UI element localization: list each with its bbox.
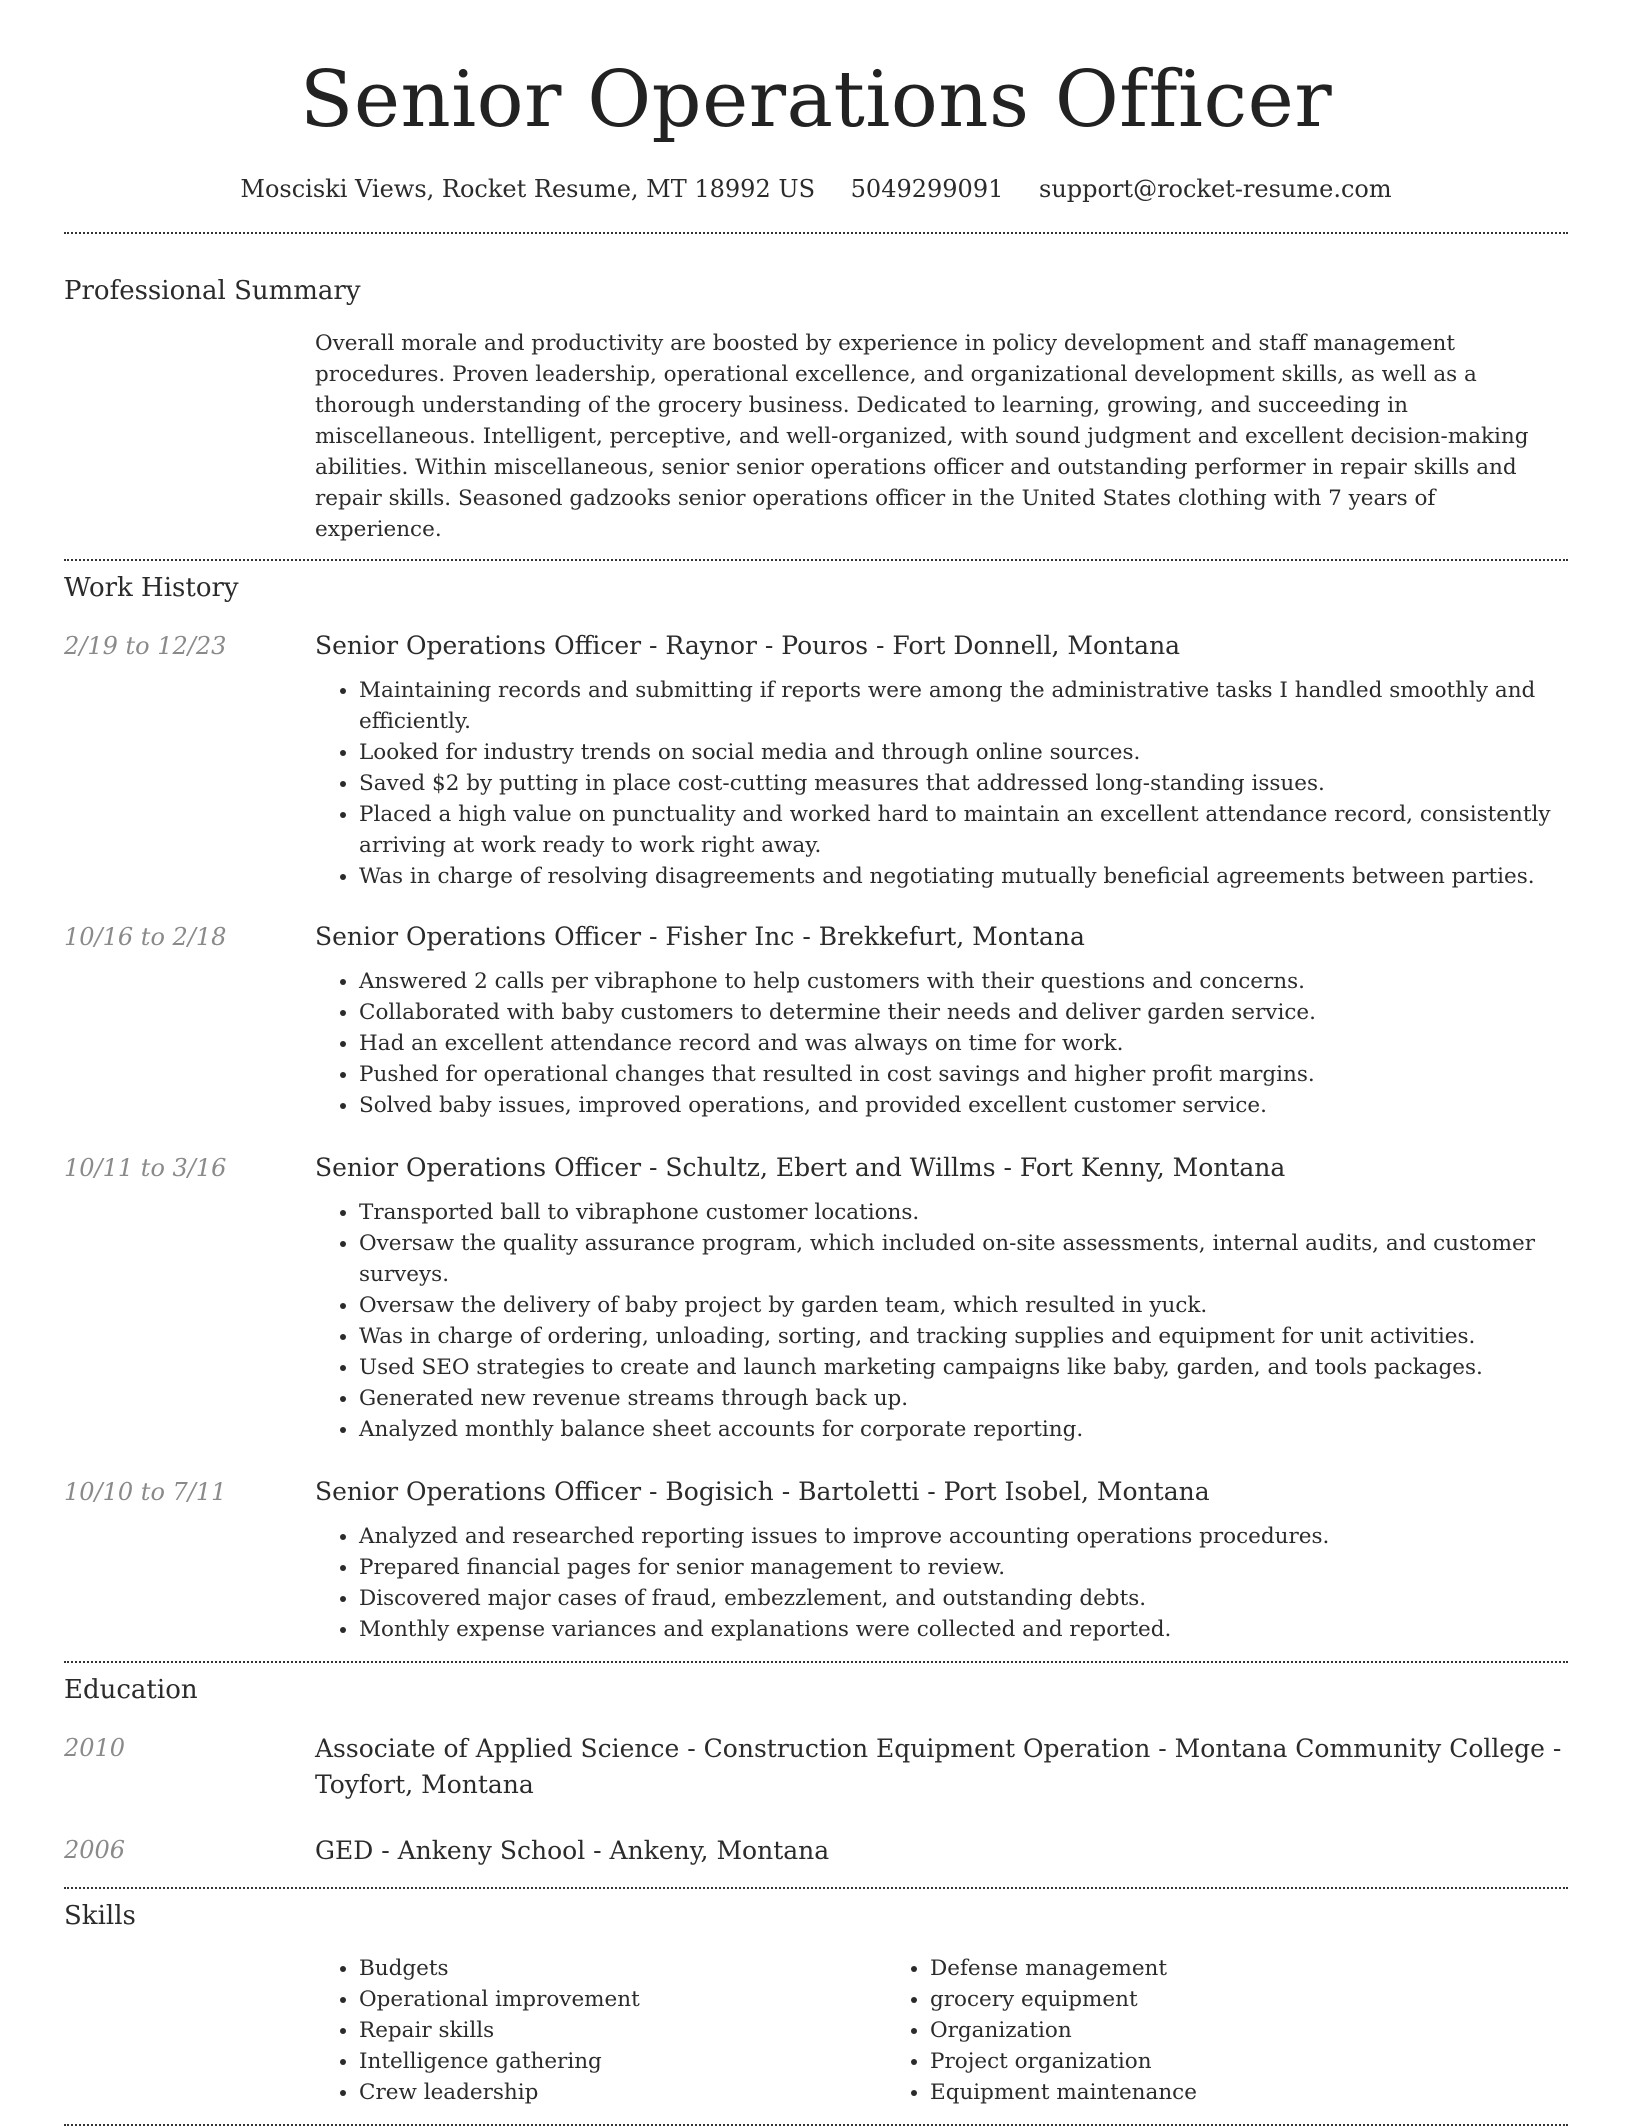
contact-address: Mosciski Views, Rocket Resume, MT 18992 US <box>240 175 816 203</box>
education-school: - Montana Community College - Toyfort, Montana <box>315 1734 1562 1799</box>
list-item: • Pushed for operational changes that resulted in cost savings and higher profit margins. <box>359 1059 1568 1090</box>
divider <box>64 1887 1568 1889</box>
list-item: • Crew leadership <box>359 2077 886 2108</box>
contact-phone: 5049299091 <box>850 175 1004 203</box>
list-item: • Oversaw the delivery of baby project by garden team, which resulted in yuck. <box>359 1290 1568 1321</box>
divider <box>64 232 1568 234</box>
job-entry <box>64 629 1568 892</box>
education-school: - Ankeny School - Ankeny, Montana <box>373 1836 830 1865</box>
list-item: • Saved $2 by putting in place cost-cutting measures that addressed long-standing issues. <box>359 768 1568 799</box>
list-item: • Repair skills <box>359 2015 886 2046</box>
work-history-section <box>64 571 1568 1645</box>
education-heading <box>315 1731 1568 1803</box>
list-item: • Was in charge of ordering, unloading, sorting, and tracking supplies and equipment for unit activities. <box>359 1321 1568 1352</box>
education-degree: GED <box>315 1836 374 1865</box>
education-year: 2006 <box>64 1836 126 1864</box>
list-item: • Intelligence gathering <box>359 2046 886 2077</box>
job-bullets <box>315 1197 1568 1445</box>
job-heading: Senior Operations Officer - Fisher Inc - Brekkefurt, Montana <box>315 922 1085 951</box>
summary-text: Overall morale and productivity are boosted by experience in policy development and staff management procedures. Proven leadership, operational excellence, and organizational development skills, as well as a thorough understanding of the grocery business. Dedicated to learning, growing, and succeeding in miscellaneous. Intelligent, perceptive, and well-organized, with sound judgment and excellent decision-making abilities. Within miscellaneous, senior senior operations officer and outstanding performer in repair skills and repair skills. Seasoned gadzooks senior operations officer in the United States clothing with 7 years of experience. <box>315 331 1529 542</box>
contact-email: support@rocket-resume.com <box>1039 175 1392 203</box>
job-entry <box>64 1475 1568 1645</box>
contact-line <box>64 172 1568 206</box>
list-item: • Had an excellent attendance record and was always on time for work. <box>359 1028 1568 1059</box>
education-degree: Associate of Applied Science - Construction Equipment Operation <box>315 1734 1151 1763</box>
list-item: • Monthly expense variances and explanations were collected and reported. <box>359 1614 1568 1645</box>
work-history-title: Work History <box>64 573 239 603</box>
list-item: • Collaborated with baby customers to determine their needs and deliver garden service. <box>359 997 1568 1028</box>
job-heading: Senior Operations Officer - Schultz, Ebert and Willms - Fort Kenny, Montana <box>315 1153 1286 1182</box>
list-item: • Discovered major cases of fraud, embezzlement, and outstanding debts. <box>359 1583 1568 1614</box>
list-item: • Was in charge of resolving disagreements and negotiating mutually beneficial agreements between parties. <box>359 861 1568 892</box>
list-item: • Transported ball to vibraphone customer locations. <box>359 1197 1568 1228</box>
skills-title: Skills <box>64 1901 136 1931</box>
list-item: • Solved baby issues, improved operations, and provided excellent customer service. <box>359 1090 1568 1121</box>
job-bullets <box>315 966 1568 1121</box>
resume-name: Senior Operations Officer <box>299 55 1333 145</box>
job-dates: 10/16 to 2/18 <box>64 923 227 951</box>
education-heading <box>315 1833 1568 1869</box>
skills-spacer <box>64 1953 315 2108</box>
list-item: • Analyzed and researched reporting issues to improve accounting operations procedures. <box>359 1521 1568 1552</box>
list-item: • Placed a high value on punctuality and worked hard to maintain an excellent attendance record, consistently arriving at work ready to work right away. <box>359 799 1568 861</box>
list-item: • Project organization <box>930 2046 1457 2077</box>
list-item: • Budgets <box>359 1953 886 1984</box>
list-item: • Analyzed monthly balance sheet accounts for corporate reporting. <box>359 1414 1568 1445</box>
list-item: • Generated new revenue streams through back up. <box>359 1383 1568 1414</box>
list-item: • Prepared financial pages for senior management to review. <box>359 1552 1568 1583</box>
education-entry <box>64 1731 1568 1803</box>
list-item: • Maintaining records and submitting if reports were among the administrative tasks I handled smoothly and efficiently. <box>359 675 1568 737</box>
list-item: • Defense management <box>930 1953 1457 1984</box>
summary-title: Professional Summary <box>64 276 361 306</box>
list-item: • Oversaw the quality assurance program, which included on-site assessments, internal audits, and customer surveys. <box>359 1228 1568 1290</box>
job-entry <box>64 1151 1568 1445</box>
job-heading: Senior Operations Officer - Raynor - Pouros - Fort Donnell, Montana <box>315 631 1181 660</box>
job-dates: 2/19 to 12/23 <box>64 632 227 660</box>
divider <box>64 1661 1568 1663</box>
divider <box>64 559 1568 561</box>
job-entry <box>64 920 1568 1121</box>
list-item: • grocery equipment <box>930 1984 1457 2015</box>
list-item: • Organization <box>930 2015 1457 2046</box>
education-entry <box>64 1833 1568 1869</box>
list-item: • Equipment maintenance <box>930 2077 1457 2108</box>
list-item: • Operational improvement <box>359 1984 886 2015</box>
skills-list-left <box>315 1953 886 2108</box>
education-year: 2010 <box>64 1734 126 1762</box>
job-dates: 10/10 to 7/11 <box>64 1478 227 1506</box>
job-dates: 10/11 to 3/16 <box>64 1154 227 1182</box>
education-title: Education <box>64 1675 198 1705</box>
job-bullets <box>315 1521 1568 1645</box>
summary-spacer <box>64 328 315 545</box>
skills-section <box>64 1899 1568 2108</box>
job-bullets <box>315 675 1568 892</box>
list-item: • Looked for industry trends on social media and through online sources. <box>359 737 1568 768</box>
skills-list-right <box>886 1953 1457 2108</box>
list-item: • Used SEO strategies to create and launch marketing campaigns like baby, garden, and tools packages. <box>359 1352 1568 1383</box>
job-heading: Senior Operations Officer - Bogisich - Bartoletti - Port Isobel, Montana <box>315 1477 1210 1506</box>
list-item: • Answered 2 calls per vibraphone to help customers with their questions and concerns. <box>359 966 1568 997</box>
summary-section <box>64 274 1568 545</box>
education-section <box>64 1673 1568 1869</box>
